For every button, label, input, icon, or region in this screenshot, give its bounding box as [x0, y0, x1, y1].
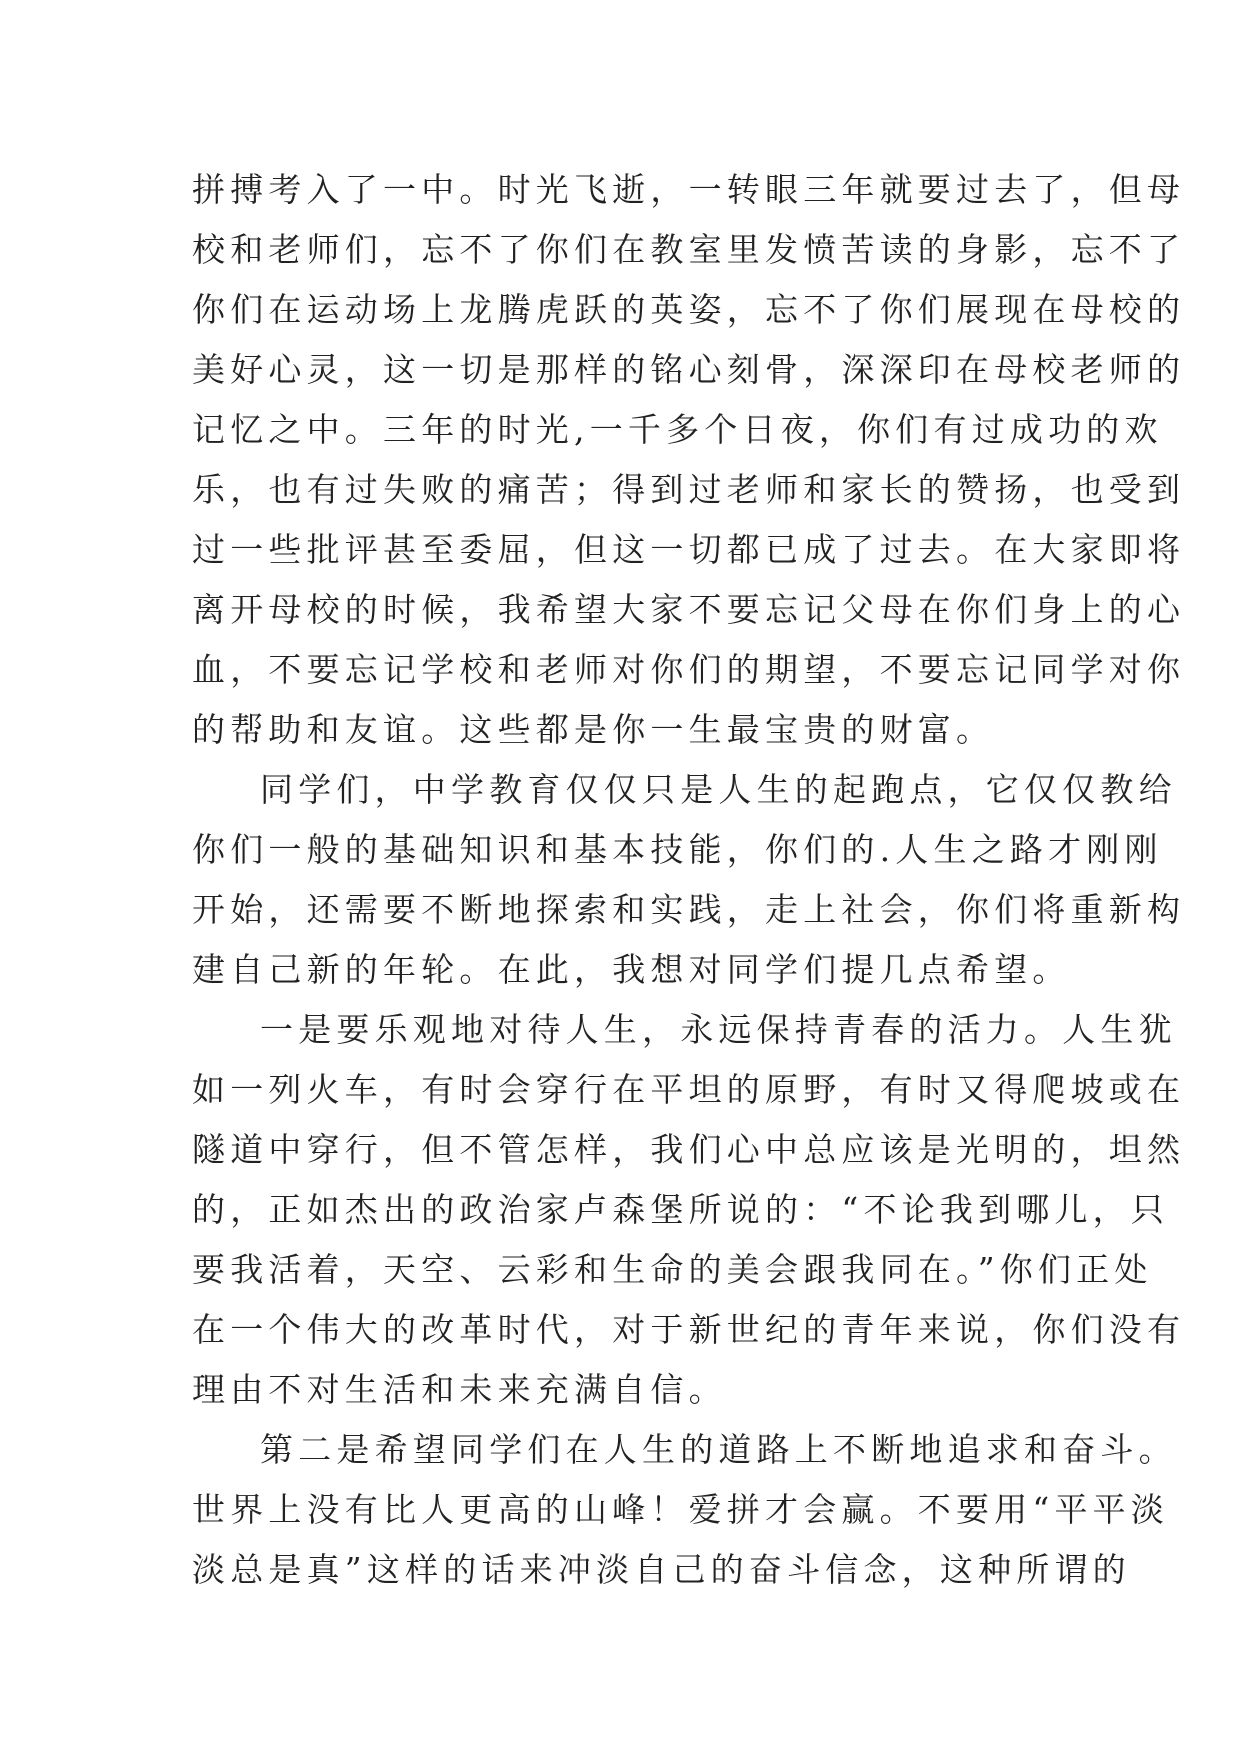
text-line: 的，正如杰出的政治家卢森堡所说的：“不论我到哪儿，只 — [192, 1190, 1170, 1229]
text-line: 要我活着，天空、云彩和生命的美会跟我同在。”你们正处 — [192, 1250, 1153, 1289]
text-line: 你们在运动场上龙腾虎跃的英姿，忘不了你们展现在母校的 — [192, 290, 1186, 329]
text-line: 美好心灵，这一切是那样的铭心刻骨，深深印在母校老师的 — [192, 350, 1186, 389]
body-text — [192, 160, 1186, 1600]
text-line: 如一列火车，有时会穿行在平坦的原野，有时又得爬坡或在 — [192, 1070, 1186, 1109]
paragraph-start-line: 一是要乐观地对待人生，永远保持青春的活力。人生犹 — [260, 1010, 1177, 1049]
text-line: 建自己新的年轮。在此，我想对同学们提几点希望。 — [192, 950, 1071, 989]
text-line: 隧道中穿行，但不管怎样，我们心中总应该是光明的，坦然 — [192, 1130, 1186, 1169]
text-line: 淡总是真”这样的话来冲淡自己的奋斗信念，这种所谓的 — [192, 1550, 1131, 1589]
text-line: 血，不要忘记学校和老师对你们的期望，不要忘记同学对你 — [192, 650, 1186, 689]
text-line: 理由不对生活和未来充满自信。 — [192, 1370, 727, 1409]
text-line: 的帮助和友谊。这些都是你一生最宝贵的财富。 — [192, 710, 995, 749]
paragraph-start-line: 第二是希望同学们在人生的道路上不断地追求和奋斗。 — [260, 1430, 1177, 1469]
text-line: 开始，还需要不断地探索和实践，走上社会，你们将重新构 — [192, 890, 1186, 929]
text-line: 乐，也有过失败的痛苦；得到过老师和家长的赞扬，也受到 — [192, 470, 1186, 509]
text-line: 在一个伟大的改革时代，对于新世纪的青年来说，你们没有 — [192, 1310, 1186, 1349]
text-line: 过一些批评甚至委屈，但这一切都已成了过去。在大家即将 — [192, 530, 1186, 569]
text-line: 离开母校的时候，我希望大家不要忘记父母在你们身上的心 — [192, 590, 1186, 629]
text-line: 记忆之中。三年的时光,一千多个日夜，你们有过成功的欢 — [192, 410, 1163, 449]
text-line: 校和老师们，忘不了你们在教室里发愤苦读的身影，忘不了 — [192, 230, 1186, 269]
text-line: 你们一般的基础知识和基本技能，你们的.人生之路才刚刚 — [192, 830, 1163, 869]
text-line: 世界上没有比人更高的山峰！爱拼才会赢。不要用“平平淡 — [192, 1490, 1170, 1529]
paragraph-start-line: 同学们，中学教育仅仅只是人生的起跑点，它仅仅教给 — [260, 770, 1177, 809]
text-line: 拼搏考入了一中。时光飞逝，一转眼三年就要过去了，但母 — [192, 170, 1186, 209]
